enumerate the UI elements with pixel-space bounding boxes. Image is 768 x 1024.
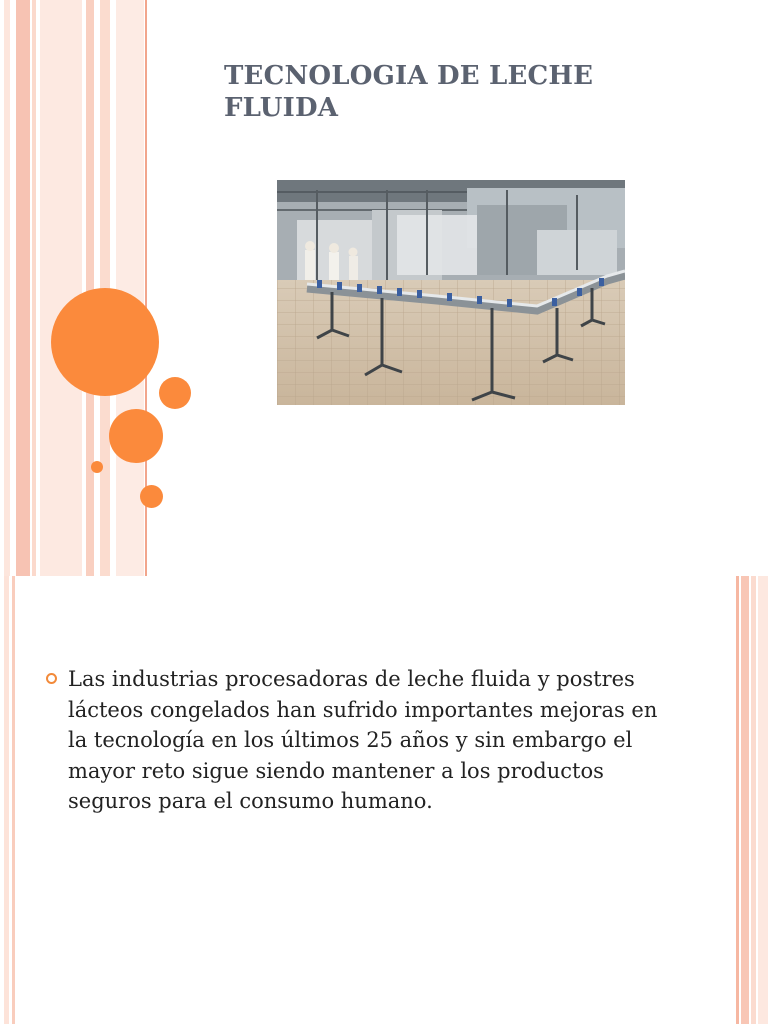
- decorative-circle: [140, 485, 163, 508]
- decorative-stripe: [40, 0, 82, 576]
- decorative-circle: [109, 409, 163, 463]
- decorative-stripe: [86, 0, 94, 576]
- decorative-stripe: [4, 0, 10, 576]
- bullet-text-line: seguros para el consumo humano.: [68, 789, 433, 813]
- decorative-stripe: [751, 576, 756, 1024]
- decorative-circle: [159, 377, 191, 409]
- bullet-text-line: lácteos congelados han sufrido importantes mejoras en: [68, 697, 658, 722]
- decorative-stripe: [758, 576, 768, 1024]
- production-line-photo: [277, 180, 625, 405]
- slide-title: [224, 60, 724, 124]
- decorative-circle: [91, 461, 103, 473]
- decorative-stripe: [16, 0, 30, 576]
- slide-title-line: FLUIDA: [224, 93, 339, 123]
- bullet-text-line: Las industrias procesadoras de leche fluida y postres: [68, 667, 635, 691]
- decorative-stripe: [736, 576, 739, 1024]
- bullet-text-line: la tecnología en los últimos 25 años y sin embargo el: [68, 728, 633, 752]
- slide-title-line: TECNOLOGIA DE LECHE: [224, 61, 594, 91]
- decorative-stripe: [741, 576, 749, 1024]
- decorative-stripe: [116, 0, 144, 576]
- bullet-text-line: mayor reto sigue siendo mantener a los productos: [68, 758, 604, 783]
- decorative-stripe: [12, 576, 15, 1024]
- decorative-stripe: [32, 0, 36, 576]
- decorative-stripe: [4, 576, 9, 1024]
- bullet-text: [68, 664, 728, 817]
- circle-bullet-icon: [46, 673, 57, 684]
- decorative-circle: [51, 288, 159, 396]
